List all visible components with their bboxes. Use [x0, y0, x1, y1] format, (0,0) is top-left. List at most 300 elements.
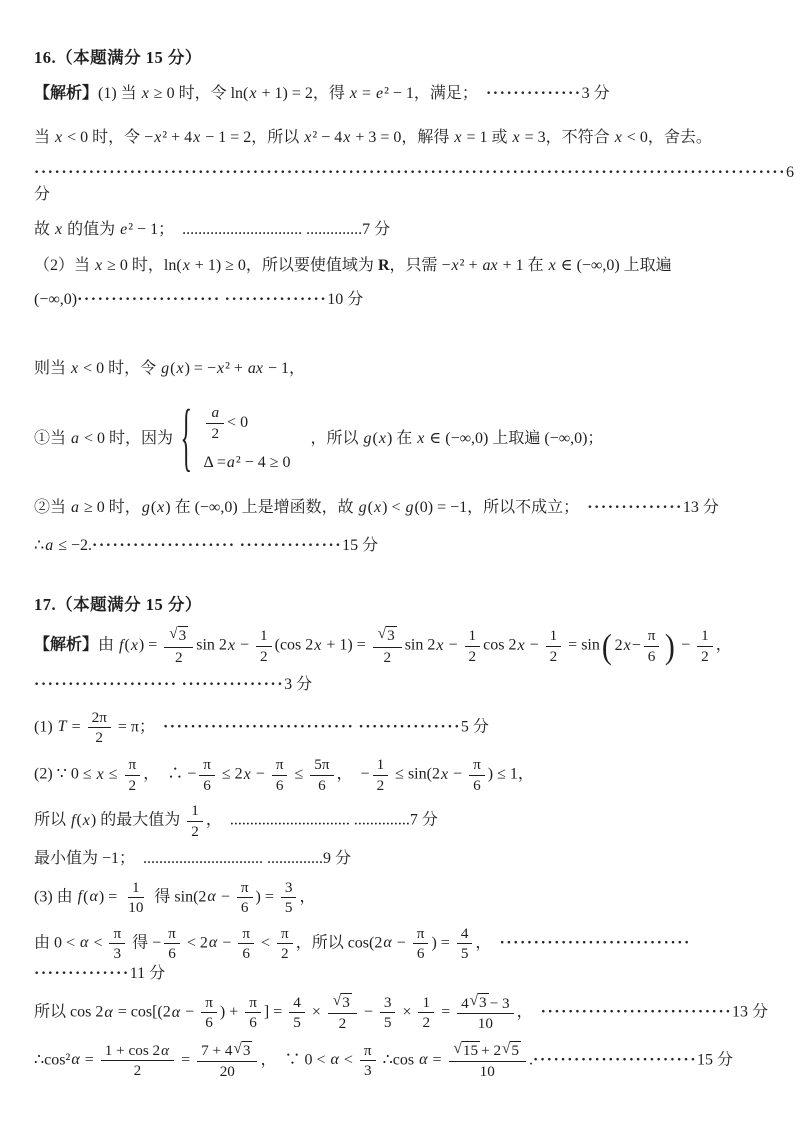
- math-variable: x: [436, 636, 444, 654]
- text-run: 3: [242, 1041, 251, 1059]
- text-run: ， −: [336, 766, 370, 784]
- bold-text: R: [377, 257, 390, 275]
- text-run: =: [177, 1051, 195, 1069]
- text-run: 6: [249, 1014, 257, 1032]
- text-run: = 1 或: [462, 129, 512, 147]
- math-variable: α: [419, 1051, 428, 1069]
- radical-sign: √: [502, 1039, 511, 1057]
- text-run: ，: [516, 1003, 541, 1021]
- text-run: + 1 在: [498, 257, 548, 275]
- denominator: [546, 647, 562, 665]
- fraction: [457, 925, 473, 963]
- denominator: [199, 776, 215, 794]
- fraction: [465, 627, 481, 665]
- math-variable: x: [227, 636, 235, 654]
- math-variable: a: [45, 536, 54, 554]
- math-variable: α: [330, 1051, 339, 1069]
- text-run: (: [367, 498, 373, 516]
- text-run: <: [339, 1051, 357, 1069]
- text-run: − 3: [489, 994, 510, 1012]
- text-run: 6: [275, 776, 284, 794]
- text-run: π: [473, 756, 481, 774]
- numerator: [310, 756, 333, 775]
- text-run: π: [249, 993, 257, 1011]
- solution-line: [34, 255, 776, 277]
- solution-line: [34, 802, 776, 840]
- dotted-leader: ··············: [587, 498, 683, 516]
- fraction: [238, 925, 254, 963]
- text-run: 所以: [34, 812, 71, 830]
- text-run: =: [357, 85, 375, 103]
- problem-16: [34, 46, 794, 557]
- math-variable: x: [176, 359, 184, 377]
- denominator: [379, 648, 395, 666]
- dotted-leader: ···············: [239, 536, 343, 554]
- radical-sign: √: [332, 991, 342, 1009]
- denominator: [245, 1013, 261, 1031]
- text-run: (: [124, 636, 130, 654]
- text-run: − 1，: [264, 359, 306, 377]
- solution-line: [34, 709, 776, 747]
- text-run: 3: [363, 1062, 372, 1080]
- fraction: [197, 1041, 257, 1081]
- denominator: [124, 898, 147, 916]
- numerator: [289, 994, 305, 1013]
- text-run: 2: [549, 647, 558, 665]
- text-run: ×: [398, 1003, 416, 1021]
- text-run: ) =: [98, 888, 122, 906]
- text-run: 3: [342, 993, 350, 1011]
- dotted-leader: ·····················: [77, 291, 221, 309]
- text-run: 3: [113, 945, 122, 963]
- math-variable: x: [304, 129, 312, 147]
- text-run: 13 分: [682, 498, 719, 516]
- numerator: [697, 627, 713, 646]
- numerator: [125, 756, 141, 775]
- text-run: −: [251, 766, 269, 784]
- text-run: −: [218, 934, 236, 952]
- math-variable: α: [89, 888, 98, 906]
- text-run: ∈ (−∞,0) 上取遍: [556, 257, 672, 275]
- denominator: [418, 1013, 434, 1031]
- text-run: 5: [460, 945, 469, 963]
- numerator: [256, 627, 272, 646]
- fraction: [289, 994, 305, 1032]
- text-run: ，只需 −: [389, 257, 451, 275]
- text-run: ≤ −2.: [54, 536, 92, 554]
- solution-line: [34, 358, 776, 380]
- text-run: (1) 当: [98, 85, 141, 103]
- text-run: ≥ 0 时，ln(: [103, 257, 182, 275]
- text-run: 4: [293, 993, 301, 1011]
- fraction: [88, 709, 111, 747]
- math-variable: x: [55, 129, 63, 147]
- text-run: + 1) =: [322, 636, 370, 654]
- text-run: 5: [383, 1014, 392, 1032]
- fraction: [164, 626, 193, 666]
- solution-line: [34, 83, 776, 105]
- math-variable: x: [182, 257, 190, 275]
- text-run: (: [372, 430, 378, 448]
- text-run: 的值为: [63, 220, 120, 238]
- radical-sign: √: [469, 991, 479, 1009]
- text-run: −: [236, 636, 254, 654]
- text-run: 5: [293, 1014, 301, 1032]
- text-run: 当: [34, 129, 55, 147]
- text-run: < 0: [227, 413, 249, 431]
- cases-rows: [203, 404, 290, 474]
- math-variable: f: [77, 888, 83, 906]
- text-run: ) +: [219, 1003, 243, 1021]
- text-run: ² − 4: [312, 129, 343, 147]
- square-root: [234, 1041, 253, 1060]
- math-variable: f: [119, 636, 124, 654]
- text-run: 1: [260, 627, 268, 645]
- text-run: (: [150, 498, 157, 516]
- dotted-leader: ···············: [181, 676, 285, 694]
- numerator: [245, 994, 261, 1013]
- denominator: [413, 944, 429, 962]
- text-run: ∴: [34, 536, 45, 554]
- text-run: ∈ (−∞,0) 上取遍 (−∞,0)；: [425, 430, 604, 448]
- text-run: 2: [191, 822, 199, 840]
- math-variable: x: [512, 129, 520, 147]
- text-run: ②当: [34, 498, 71, 516]
- fraction: [281, 879, 297, 917]
- solution-line: [34, 925, 776, 985]
- math-variable: x: [417, 430, 425, 448]
- numerator: [328, 993, 357, 1014]
- solution-line: [34, 626, 776, 666]
- solution-line: [34, 1041, 776, 1081]
- text-run: + 1) ≥ 0，所以要使值域为: [190, 257, 378, 275]
- fraction: [272, 756, 288, 794]
- text-run: (2) ∵ 0 ≤: [34, 766, 96, 784]
- problem-title: 16.（本题满分 15 分）: [34, 48, 202, 67]
- left-brace: {: [180, 396, 193, 481]
- text-run: ) ≤ 1，: [487, 766, 534, 784]
- denominator: [476, 1062, 499, 1080]
- numerator: [449, 1041, 526, 1062]
- denominator: [465, 647, 481, 665]
- denominator: [697, 647, 713, 665]
- numerator: [164, 626, 193, 647]
- text-run: 2π: [91, 708, 107, 726]
- radicand: [178, 626, 189, 645]
- text-run: 10: [128, 899, 144, 917]
- text-run: ) = −: [184, 359, 216, 377]
- fraction: [546, 627, 562, 665]
- text-run: + 1) = 2，得: [257, 85, 349, 103]
- denominator: [373, 776, 389, 794]
- math-variable: a: [71, 498, 80, 516]
- square-root: [502, 1041, 521, 1060]
- denominator: [187, 822, 203, 840]
- text-run: ² +: [225, 359, 247, 377]
- math-variable: f: [71, 812, 76, 830]
- denominator: [91, 728, 107, 746]
- text-run: 3: [383, 993, 392, 1011]
- dotted-leader: ························: [532, 1051, 698, 1069]
- text-run: π: [281, 924, 289, 942]
- fraction: [187, 802, 203, 840]
- radical-sign: √: [233, 1039, 242, 1057]
- fraction: [697, 627, 713, 665]
- text-run: π: [240, 878, 249, 896]
- math-variable: x: [454, 129, 462, 147]
- math-variable: α: [207, 888, 216, 906]
- text-run: π: [168, 924, 176, 942]
- text-run: −: [359, 1003, 377, 1021]
- problem-title: 17.（本题满分 15 分）: [34, 595, 202, 615]
- math-variable: x: [216, 359, 225, 377]
- text-run: ≥ 0 时，: [80, 498, 141, 516]
- text-run: ≤ 2: [217, 766, 243, 784]
- math-variable: x: [157, 498, 165, 516]
- math-variable: e: [376, 85, 384, 103]
- text-run: 11 分: [129, 964, 166, 982]
- text-run: ) 的最大值为: [90, 812, 185, 830]
- text-run: ≤: [290, 766, 308, 784]
- fraction: [380, 994, 396, 1032]
- text-run: 15 分: [697, 1051, 734, 1069]
- text-run: < 0，舍去。: [622, 129, 712, 147]
- text-run: 5π: [314, 756, 330, 774]
- math-variable: x: [440, 766, 449, 784]
- square-root: [470, 993, 489, 1012]
- text-run: <: [89, 934, 107, 952]
- numerator: [465, 627, 481, 646]
- text-run: ≤ sin(2: [391, 766, 440, 784]
- text-run: 5 分: [460, 718, 489, 736]
- text-run: <: [256, 934, 275, 952]
- denominator: [216, 1062, 239, 1080]
- text-run: ) =: [431, 934, 454, 952]
- math-variable: g: [363, 430, 372, 448]
- text-run: 3 分: [284, 676, 313, 694]
- math-variable: α: [104, 1003, 113, 1021]
- numerator: [380, 994, 396, 1013]
- text-run: π: [647, 627, 656, 645]
- denominator: [256, 647, 272, 665]
- fraction: [277, 925, 293, 963]
- radicand: [510, 1041, 521, 1060]
- fraction: [237, 879, 253, 917]
- numerator: [373, 626, 402, 647]
- denominator: [644, 647, 660, 665]
- square-root: [333, 993, 352, 1012]
- text-run: ∴cos: [378, 1051, 419, 1069]
- text-run: ①当: [34, 430, 71, 448]
- text-run: 故: [34, 220, 55, 238]
- radical-sign: √: [453, 1039, 462, 1057]
- numerator: [164, 925, 180, 944]
- math-variable: x: [349, 85, 357, 103]
- text-run: −: [525, 636, 543, 654]
- right-paren: ): [665, 626, 676, 666]
- math-variable: e: [120, 220, 128, 238]
- text-run: 15 分: [342, 536, 379, 554]
- denominator: [125, 776, 141, 794]
- text-run: 4: [461, 994, 469, 1012]
- square-root: [169, 626, 188, 645]
- numerator: [206, 404, 224, 423]
- text-run: π: [113, 924, 122, 942]
- math-variable: α: [383, 934, 392, 952]
- math-variable: g: [161, 359, 170, 377]
- text-run: =: [80, 1051, 98, 1069]
- problem-17: [34, 593, 776, 1080]
- numerator: [238, 925, 254, 944]
- radicand: [478, 993, 489, 1012]
- math-variable: x: [378, 430, 386, 448]
- text-run: ) <: [382, 498, 405, 516]
- text-run: sin 2: [196, 636, 227, 654]
- text-run: =: [67, 718, 85, 736]
- dotted-leader: ····························: [162, 718, 355, 736]
- dotted-leader: ··············································································································: [34, 163, 786, 181]
- math-variable: x: [623, 637, 631, 655]
- text-run: π: [363, 1041, 372, 1059]
- text-run: 1: [701, 627, 709, 645]
- denominator: [130, 1061, 146, 1079]
- text-run: 5: [284, 899, 293, 917]
- text-run: 1 + cos 2: [104, 1041, 161, 1059]
- text-run: −: [677, 636, 695, 654]
- denominator: [237, 898, 253, 916]
- text-run: 3: [479, 993, 487, 1011]
- text-run: 6: [205, 1014, 213, 1032]
- text-run: Δ =: [203, 454, 226, 472]
- text-run: 6 分: [34, 163, 794, 204]
- denominator: [272, 776, 288, 794]
- fraction: [469, 756, 485, 794]
- text-run: −: [631, 637, 641, 655]
- math-variable: g: [358, 498, 367, 516]
- text-run: 最小值为 −1； .............................. ..............9 分: [34, 850, 352, 868]
- fraction: [449, 1041, 526, 1081]
- fraction: [201, 994, 217, 1032]
- denominator: [469, 776, 485, 794]
- text-run: 3 分: [581, 85, 610, 103]
- text-run: 7 + 4: [201, 1042, 233, 1060]
- text-run: = sin: [564, 636, 600, 654]
- fraction: [413, 925, 429, 963]
- math-variable: a: [211, 404, 220, 422]
- text-run: −: [216, 888, 234, 906]
- math-variable: x: [95, 257, 103, 275]
- math-variable: x: [374, 498, 382, 516]
- text-run: π: [203, 756, 211, 774]
- denominator: [360, 1061, 376, 1079]
- text-run: ， ∵ 0 <: [260, 1051, 330, 1069]
- text-run: 1: [191, 802, 199, 820]
- cases-row: [203, 404, 290, 442]
- text-run: cos 2: [483, 636, 517, 654]
- denominator: [281, 898, 297, 916]
- text-run: 6: [242, 945, 250, 963]
- denominator: [457, 944, 473, 962]
- text-run: = 3，不符合: [520, 129, 614, 147]
- text-run: .: [528, 1051, 533, 1069]
- text-run: 1: [422, 993, 431, 1011]
- numerator: [373, 756, 389, 775]
- solution-line: [34, 848, 776, 870]
- numerator: [199, 756, 215, 775]
- text-run: ，所以 cos(2: [295, 934, 383, 952]
- text-run: ， .............................. ..............7 分: [205, 812, 438, 830]
- dotted-leader: ····························: [540, 1003, 733, 1021]
- fraction: [109, 925, 125, 963]
- fraction: [101, 1042, 174, 1080]
- fraction: [164, 925, 180, 963]
- math-variable: x: [343, 129, 351, 147]
- radicand: [386, 626, 397, 645]
- denominator: [207, 424, 223, 442]
- solution-line: [34, 497, 776, 519]
- text-run: (: [83, 888, 89, 906]
- radicand: [341, 993, 352, 1012]
- math-variable: x: [141, 85, 149, 103]
- text-run: 2: [260, 647, 268, 665]
- denominator: [171, 648, 187, 666]
- text-run: 2: [133, 1062, 142, 1080]
- math-variable: x: [517, 636, 525, 654]
- text-run: ² − 4 ≥ 0: [235, 454, 291, 472]
- text-run: ) 在: [386, 430, 417, 448]
- text-run: 得 −: [128, 934, 162, 952]
- text-run: 3: [284, 878, 293, 896]
- math-variable: x: [243, 766, 251, 784]
- numerator: [281, 879, 297, 898]
- numerator: [277, 925, 293, 944]
- math-variable: x: [249, 85, 257, 103]
- fraction: [644, 627, 660, 665]
- dotted-leader: ·····················: [34, 676, 178, 694]
- denominator: [380, 1013, 396, 1031]
- text-run: 由 0 <: [34, 934, 80, 952]
- denominator: [110, 944, 126, 962]
- solution-line: [34, 674, 776, 696]
- math-variable: x: [55, 220, 63, 238]
- fraction: [199, 756, 215, 794]
- math-variable: ax: [482, 257, 498, 275]
- text-run: π: [275, 756, 284, 774]
- text-run: 3: [387, 627, 395, 645]
- text-run: ² − 1； .............................. ..............7 分: [128, 220, 391, 238]
- fraction: [373, 756, 389, 794]
- text-run: (: [170, 359, 176, 377]
- text-run: ∴cos²: [34, 1051, 71, 1069]
- text-run: 2: [128, 776, 137, 794]
- text-run: 15: [462, 1041, 479, 1059]
- math-variable: ax: [247, 359, 264, 377]
- text-run: ² +: [459, 257, 482, 275]
- text-run: −: [181, 1003, 199, 1021]
- text-run: 1: [468, 627, 477, 645]
- text-run: < 2: [182, 934, 208, 952]
- text-run: 6: [473, 776, 481, 794]
- text-run: 10: [479, 1062, 495, 1080]
- denominator: [289, 1013, 305, 1031]
- left-paren: (: [601, 626, 612, 666]
- fraction: [373, 626, 402, 666]
- math-variable: α: [71, 1051, 80, 1069]
- math-variable: x: [82, 812, 90, 830]
- text-run: 5: [511, 1041, 519, 1059]
- text-run: π: [242, 924, 250, 942]
- text-run: −: [444, 636, 462, 654]
